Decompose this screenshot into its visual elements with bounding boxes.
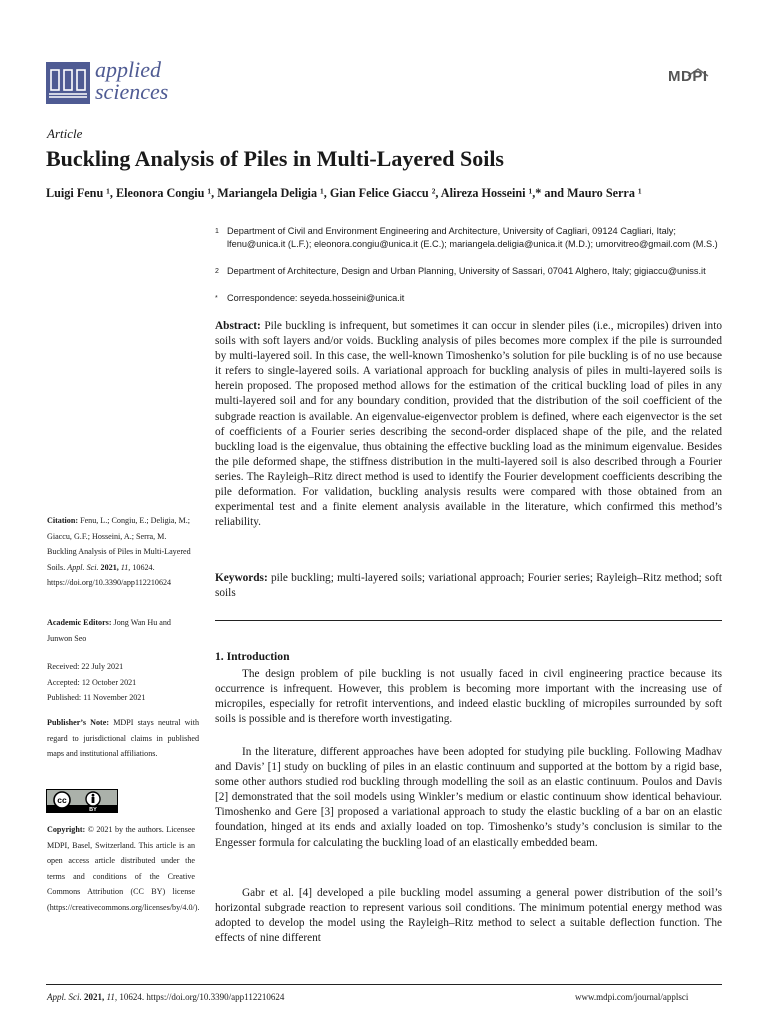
dates-block	[47, 659, 197, 706]
keywords-text: pile buckling; multi-layered soils; variational approach; Fourier series; Rayleigh–Ritz method; soft soils	[215, 572, 722, 600]
journal-name	[95, 59, 168, 103]
correspondence-mark: *	[215, 295, 218, 302]
abstract-label: Abstract:	[215, 320, 261, 332]
journal-name-line2: sciences	[95, 79, 169, 104]
received-date: Received: 22 July 2021	[47, 662, 124, 671]
citation-block	[47, 513, 197, 591]
editors-label: Academic Editors:	[47, 618, 112, 627]
journal-name-line1: applied	[95, 57, 161, 82]
editors-text: Jong Wan Hu and Junwon Seo	[47, 618, 171, 643]
citation-doi[interactable]: 10624. https://doi.org/10.3390/app112210624	[47, 562, 172, 588]
citation-text: Fenu, L.; Congiu, E.; Deligia, M.; Giaccu, G.F.; Hosseini, A.; Serra, M. Buckling Analysis of Piles in Multi-Layered Soils.	[47, 516, 191, 572]
published-date: Published: 11 November 2021	[47, 693, 146, 703]
affiliation-mark: 2	[215, 268, 219, 275]
footer-year: 2021,	[84, 992, 105, 1002]
section-heading: 1. Introduction	[215, 650, 290, 663]
footer-divider	[46, 984, 722, 985]
abstract-text: Pile buckling is infrequent, but sometimes it can occur in slender piles (i.e., micropiles) driven into soils with soft layers and/or voids. Buckling analysis of piles becomes more complex if the pile is surrounded by multi-layered soil. In this case, the well-known Timoshenko’s solution for pile buckling is of no use because it refers to single-layered soils. A variational approach for buckling analysis of piles in multi-layered soils is herein proposed. The proposed method allows for the estimation of the critical buckling load of piles in any multi-layered soil and for any boundary condition, provided that the distribution of the soil coefficient of the subgrade reaction is available. An eigenvalue-eigenvector problem is defined, where each eigenvector is the set of coefficients of a Fourier series describing the second-order displaced shape of the pile, and the related buckling load is the eigenvalue, thus obtaining the effective buckling load as the minimum eigenvalue. Besides the pile deformed shape, the stiffness distribution in the multi-layered soil is also described through a Fourier series. The Rayleigh–Ritz direct method is used to identify the Fourier development coefficients describing the pile deformation. For validation, buckling analysis results were compared with those obtained from an experimental test and a finite element analysis available in the literature, which confirmed this method’s reliability.	[215, 320, 722, 529]
affiliation-text: Department of Architecture, Design and Urban Planning, University of Sassari, 07041 Alghero, Italy; gigiaccu@uniss.it	[227, 266, 706, 276]
publisher-note-label: Publisher’s Note:	[47, 718, 110, 727]
journal-logo-icon	[46, 62, 90, 104]
keywords	[215, 571, 722, 601]
footer-journal-url[interactable]: www.mdpi.com/journal/applsci	[575, 992, 689, 1002]
publisher-logo: MDPI	[668, 68, 708, 85]
footer-citation	[47, 992, 284, 1002]
citation-journal: Appl. Sci.	[67, 562, 99, 572]
footer-volume: 11,	[106, 992, 118, 1002]
correspondence-text: Correspondence: seyeda.hosseini@unica.it	[227, 293, 405, 303]
publisher-note	[47, 715, 199, 762]
by-label: BY	[89, 807, 97, 812]
citation-label: Citation:	[47, 516, 79, 525]
citation-volume: 11,	[120, 562, 131, 572]
copyright-text: © 2021 by the authors. Licensee MDPI, Basel, Switzerland. This article is an open access article distributed under the terms and conditions of the Creative Commons Attribution (CC BY) license (https://creativecommons.org/licenses/by/4.0/).	[47, 825, 200, 912]
cc-by-license-badge[interactable]	[46, 789, 118, 813]
citation-year: 2021,	[100, 562, 119, 572]
intro-paragraph-1: The design problem of pile buckling is not usually faced in civil engineering practice because its occurrence is infrequent. However, this problem is becoming more important with the increasing use of micropiles, especially for retrofit interventions, and indeed elastic buckling of micropiles surrounded by soft soils is possible and is therefore worth investigating.	[215, 668, 722, 726]
copyright-block	[47, 822, 200, 916]
footer-journal: Appl. Sci.	[47, 992, 82, 1002]
journal-logo	[46, 62, 90, 104]
intro-paragraph-2: In the literature, different approaches have been adopted for studying pile buckling. Following Madhav and Davis’ [1] study on buckling of piles in an elastic continuum and supported at the bottom by a rigid base, some other authors studied rod buckling through modelling the soil as an elastic continuum. Poulos and Davis [2] demonstrated that the soil models using Winkler’s medium or elastic continuum show identical behaviour. Timoshenko and Gere [3] proposed a variational approach to study the elastic buckling of a bar on an elastic foundation, hinged at its ends and axially loaded on top. Timoshenko’s study’s conclusion is similar to the Engesser formula for calculating the buckling load of an elastically embedded beam.	[215, 746, 722, 849]
cc-label: cc	[57, 795, 67, 806]
footer-doi[interactable]: 10624. https://doi.org/10.3390/app112210624	[119, 992, 285, 1002]
affiliation-mark: 1	[215, 228, 219, 235]
intro-paragraph-3: Gabr et al. [4] developed a pile buckling model assuming a general power distribution of the soil’s horizontal subgrade reaction to represent various soil conditions. The minimum potential energy method was adopted to develop the model using the Rayleigh–Ritz method to select a suitable deflection function. The effects of nine different	[215, 887, 722, 945]
abstract	[215, 319, 722, 530]
correspondence	[215, 292, 735, 305]
article-type: Article	[47, 126, 83, 141]
author-list: Luigi Fenu ¹, Eleonora Congiu ¹, Mariangela Deligia ¹, Gian Felice Giaccu ², Alireza Hosseini ¹,* and Mauro Serra ¹	[46, 186, 642, 200]
section-divider	[215, 620, 722, 621]
academic-editors	[47, 615, 197, 646]
affiliation-1	[215, 225, 735, 265]
copyright-label: Copyright:	[47, 825, 86, 834]
keywords-label: Keywords:	[215, 572, 268, 584]
affiliation-text: Department of Civil and Environment Engineering and Architecture, University of Cagliari, 09124 Cagliari, Italy; lfenu@unica.it (L.F.); eleonora.congiu@unica.it (E.C.); mariangela.deligia@unica.it (M.D.); umorvitreo@gmail.com (M.S.)	[227, 226, 718, 249]
publisher-note-text: MDPI stays neutral with regard to jurisdictional claims in published maps and institutional affiliations.	[47, 718, 200, 759]
article-title: Buckling Analysis of Piles in Multi-Layered Soils	[46, 146, 504, 171]
accepted-date: Accepted: 12 October 2021	[47, 677, 137, 687]
cc-by-icon	[47, 790, 117, 812]
affiliation-2	[215, 265, 735, 291]
